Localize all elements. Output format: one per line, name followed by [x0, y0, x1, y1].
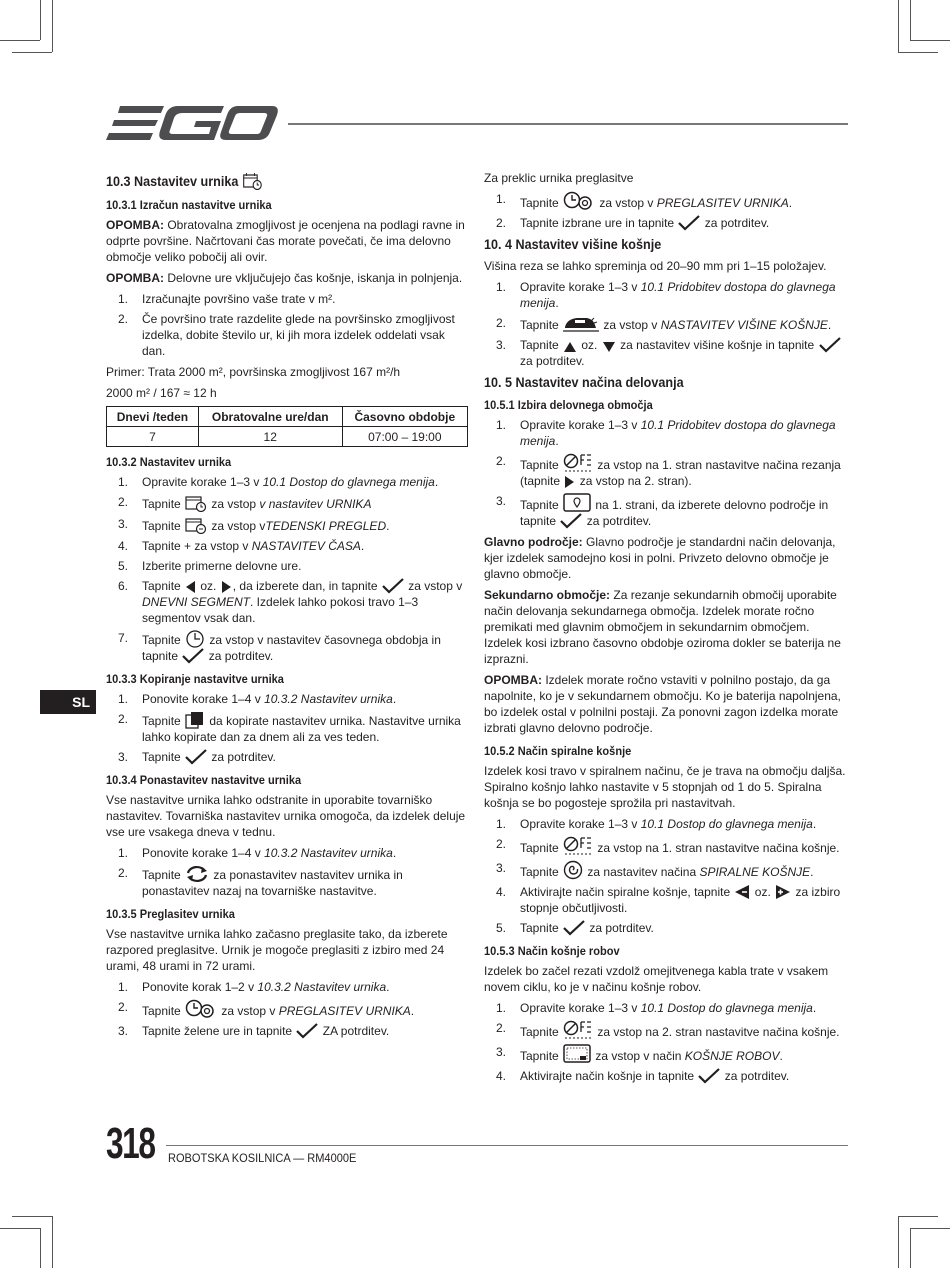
paragraph: Vse nastavitve urnika lahko odstranite in uporabite tovarniško nastavitev. Tovarniška nastavitev urnika omogoča, da izdelek deluje vse ure vsakega dneva v tednu.	[106, 793, 466, 839]
list-item: 4. Aktivirajte način spiralne košnje, tapnite oz. za izbiro stopnje občutljivosti.	[496, 885, 841, 915]
schedule-table	[106, 406, 468, 447]
paragraph: Za preklic urnika preglasitve	[484, 171, 634, 185]
list-item: 1. Ponovite korake 1–4 v 10.3.2 Nastavitev urnika.	[118, 846, 397, 860]
section-10-5-title: 10. 5 Nastavitev načina delovanja	[484, 374, 684, 390]
checkmark-icon	[185, 749, 207, 765]
steps-list	[106, 474, 468, 664]
crop-mark	[910, 0, 911, 40]
checkmark-icon	[296, 1023, 318, 1039]
section-10-5-1-title: 10.5.1 Izbira delovnega območja	[484, 398, 653, 412]
paragraph: Vse nastavitve urnika lahko začasno preglasite tako, da izberete razpored preglasitve. Urnik je mogoče preglasiti z izbiro med 24 urami, 48 urami in 72 urami.	[106, 927, 448, 973]
ego-logo	[106, 104, 278, 142]
steps-list	[484, 1000, 849, 1084]
mower-height-icon	[563, 315, 599, 333]
list-item: 3. Tapnite za vstop v način KOŠNJE ROBOV.	[496, 1045, 783, 1063]
checkmark-icon	[678, 215, 700, 231]
steps-list	[106, 979, 468, 1039]
list-item: 2. Tapnite za vstop na 1. stran nastavitve načina košnje.	[496, 837, 840, 855]
section-10-4-title: 10. 4 Nastavitev višine košnje	[484, 236, 662, 252]
footer-rule	[166, 1145, 848, 1146]
increase-arrow-icon	[775, 884, 791, 900]
checkmark-icon	[382, 578, 404, 594]
list-item: 2. Tapnite za vstop v nastavitev URNIKA	[118, 495, 372, 511]
list-item: 1. Izračunajte površino vaše trate v m².	[118, 292, 336, 306]
list-item: 2. Tapnite za ponastavitev nastavitev urnika in ponastavitev nazaj na tovarniške nastavitve.	[118, 866, 403, 898]
section-10-3-5-title: 10.3.5 Preglasitev urnika	[106, 907, 235, 921]
list-item: 6. Tapnite oz. , da izberete dan, in tapnite za vstop v DNEVNI SEGMENT. Izdelek lahko pokosi travo 1–3 segmentov vsak dan.	[118, 579, 463, 625]
list-item: 5. Izberite primerne delovne ure.	[118, 559, 302, 573]
list-item: 3. Tapnite oz. za nastavitev višine košnje in tapnite za potrditev.	[484, 337, 849, 369]
list-item: 2. Tapnite za vstop v NASTAVITEV VIŠINE KOŠNJE.	[496, 316, 832, 332]
override-schedule-icon	[563, 191, 595, 211]
work-area-icon	[563, 493, 591, 513]
list-item: 1. Tapnite za vstop v PREGLASITEV URNIKA.	[496, 192, 793, 210]
decrease-arrow-icon	[734, 884, 750, 900]
checkmark-icon	[819, 337, 841, 353]
list-item: 1. Ponovite korake 1–4 v 10.3.2 Nastavitev urnika.	[118, 692, 397, 706]
list-item: 3. Tapnite želene ure in tapnite ZA potrditev.	[118, 1024, 390, 1038]
steps-list	[484, 816, 849, 936]
list-item: 1. Opravite korake 1–3 v 10.1 Pridobitev dostopa do glavnega menija.	[496, 280, 836, 310]
crop-mark	[910, 1228, 950, 1229]
table-header: Časovno obdobje	[342, 407, 467, 427]
paragraph: Sekundarno območje: Za rezanje sekundarnih območij uporabite način delovanja sekundarnega območja. Izdelek morate ročno premikati med glavnim območjem in sekundarnim območjem. Izdelek kosi izbrano časovno obdobje oziroma dokler se baterija ne izprazni.	[484, 588, 841, 666]
list-item: 1. Opravite korake 1–3 v 10.1 Dostop do glavnega menija.	[496, 1001, 817, 1015]
spiral-icon	[563, 860, 583, 880]
arrow-down-icon	[602, 341, 616, 353]
crop-mark	[12, 52, 52, 53]
example-text: Primer: Trata 2000 m², površinska zmogljivost 167 m²/h	[106, 365, 401, 379]
crop-mark	[910, 40, 950, 41]
note-paragraph: OPOMBA: Izdelek morate ročno vstaviti v polnilno postajo, da ga napolnite, ko je v sekundarnem območju. Ko je baterija napolnjena, bo izdelek ostal v polnilni postaji. Za ponovni zagon izdelka morate izbrati glavno delovno področje.	[484, 673, 841, 735]
paragraph: Izdelek bo začel rezati vzdolž omejitvenega kabla trate v vsakem novem ciklu, ko je v načinu košnje robov.	[484, 964, 829, 994]
list-item: 2. Tapnite da kopirate nastavitev urnika. Nastavitve urnika lahko kopirate dan za dnem ali za ves teden.	[118, 712, 461, 744]
right-column	[484, 170, 849, 1089]
list-item: 2. Če površino trate razdelite glede na površinsko zmogljivost izdelka, dobite število ur, ki jih mora izdelek oddelati vsak dan.	[118, 312, 455, 358]
list-item: 1. Opravite korake 1–3 v 10.1 Dostop do glavnega menija.	[496, 817, 817, 831]
section-10-3-3-title: 10.3.3 Kopiranje nastavitve urnika	[106, 672, 284, 686]
footer-title: ROBOTSKA KOSILNICA — RM4000E	[168, 1151, 357, 1165]
list-item: 4. Tapnite + za vstop v NASTAVITEV ČASA.	[118, 539, 365, 553]
note-paragraph: OPOMBA: Delovne ure vključujejo čas košnje, iskanja in polnjenja.	[106, 271, 463, 285]
arrow-right-icon	[221, 580, 232, 594]
crop-mark	[898, 52, 938, 53]
language-tab: SL	[40, 690, 96, 714]
table-cell: 12	[198, 427, 342, 447]
list-item: 3. Tapnite za potrditev.	[118, 750, 276, 764]
mode-settings-icon	[563, 1020, 593, 1040]
steps-list	[484, 191, 849, 231]
calendar-clock-icon	[185, 494, 207, 512]
calendar-clock-icon	[243, 172, 263, 190]
header-rule	[288, 123, 848, 125]
left-column	[106, 170, 468, 1044]
arrow-right-icon	[564, 475, 575, 489]
crop-mark	[40, 0, 41, 40]
crop-mark	[52, 1216, 53, 1268]
crop-mark	[52, 0, 53, 52]
crop-mark	[898, 0, 899, 52]
list-item: 3. Tapnite za vstop vTEDENSKI PREGLED.	[118, 517, 390, 533]
crop-mark	[910, 1228, 911, 1268]
mode-settings-icon	[563, 836, 593, 856]
list-item: 2. Tapnite za vstop na 1. stran nastavitve načina rezanja (tapnite za vstop na 2. stran).	[496, 454, 841, 488]
crop-mark	[0, 1228, 40, 1229]
arrow-left-icon	[185, 580, 196, 594]
list-item: 1. Opravite korake 1–3 v 10.1 Dostop do glavnega menija.	[118, 475, 439, 489]
section-10-5-3-title: 10.5.3 Način košnje robov	[484, 944, 620, 958]
table-header: Dnevi /teden	[107, 407, 199, 427]
table-cell: 07:00 – 19:00	[342, 427, 467, 447]
table-header: Obratovalne ure/dan	[198, 407, 342, 427]
list-item: 1. Ponovite korak 1–2 v 10.3.2 Nastavitev urnika.	[118, 980, 390, 994]
edge-cut-icon	[563, 1044, 591, 1064]
list-item: 3. Tapnite na 1. strani, da izberete delovno področje in tapnite za potrditev.	[496, 494, 829, 528]
crop-mark	[40, 1228, 41, 1268]
list-item: 1. Opravite korake 1–3 v 10.1 Pridobitev dostopa do glavnega menija.	[496, 418, 836, 448]
checkmark-icon	[698, 1068, 720, 1084]
paragraph: Izdelek kosi travo v spiralnem načinu, če je trava na območju daljša. Spiralno košnjo lahko nastavite v 5 stopnjah od 1 do 5. Spiralna košnja se bo pogosteje sprožila pri nastavitvah.	[484, 764, 846, 810]
list-item: 2. Tapnite za vstop na 2. stran nastavitve načina košnje.	[496, 1021, 840, 1039]
paragraph: Glavno področje: Glavno področje je standardni način delovanja, kjer izdelek samodejno kosi in polni. Privzeto delovno območje je glavno območje.	[484, 535, 836, 581]
crop-mark	[0, 40, 40, 41]
section-10-5-2-title: 10.5.2 Način spiralne košnje	[484, 744, 632, 758]
checkmark-icon	[563, 920, 585, 936]
list-item: 2. Tapnite izbrane ure in tapnite za potrditev.	[496, 216, 770, 230]
weekly-overview-icon	[185, 516, 207, 534]
table-cell: 7	[107, 427, 199, 447]
table-row	[107, 427, 468, 447]
arrow-up-icon	[563, 341, 577, 353]
steps-list	[484, 279, 849, 369]
checkmark-icon	[560, 513, 582, 529]
note-paragraph: OPOMBA: Obratovalna zmogljivost je ocenjena na podlagi ravne in odprte površine. Načrtovani čas morate povečati, če ima delovno območje veliko pobočij ali ovir.	[106, 218, 465, 264]
example-text: 2000 m² / 167 ≈ 12 h	[106, 386, 217, 400]
crop-mark	[898, 1216, 938, 1217]
calc-steps-list	[106, 291, 468, 359]
section-10-3-2-title: 10.3.2 Nastavitev urnika	[106, 455, 232, 469]
section-10-3-title: 10.3 Nastavitev urnika	[106, 172, 432, 190]
reset-icon	[185, 865, 209, 883]
list-item: 5. Tapnite za potrditev.	[496, 921, 654, 935]
list-item: 3. Tapnite za nastavitev načina SPIRALNE KOŠNJE.	[496, 861, 814, 879]
list-item: 7. Tapnite za vstop v nastavitev časovnega obdobja in tapnite za potrditev.	[118, 631, 441, 663]
checkmark-icon	[182, 648, 204, 664]
list-item: 4. Aktivirajte način košnje in tapnite za potrditev.	[496, 1069, 790, 1083]
list-item: 2. Tapnite za vstop v PREGLASITEV URNIKA.	[118, 1000, 415, 1018]
section-10-3-4-title: 10.3.4 Ponastavitev nastavitve urnika	[106, 773, 302, 787]
page-number: 318	[106, 1119, 155, 1168]
crop-mark	[898, 1216, 899, 1268]
steps-list	[106, 691, 468, 765]
mode-settings-icon	[563, 453, 593, 473]
steps-list	[484, 417, 849, 529]
paragraph: Višina reza se lahko spreminja od 20–90 mm pri 1–15 položajev.	[484, 259, 827, 273]
copy-icon	[185, 711, 205, 729]
crop-mark	[12, 1216, 52, 1217]
steps-list	[106, 845, 468, 899]
override-schedule-icon	[185, 999, 217, 1019]
clock-icon	[185, 630, 205, 648]
section-10-3-1-title: 10.3.1 Izračun nastavitve urnika	[106, 198, 272, 212]
